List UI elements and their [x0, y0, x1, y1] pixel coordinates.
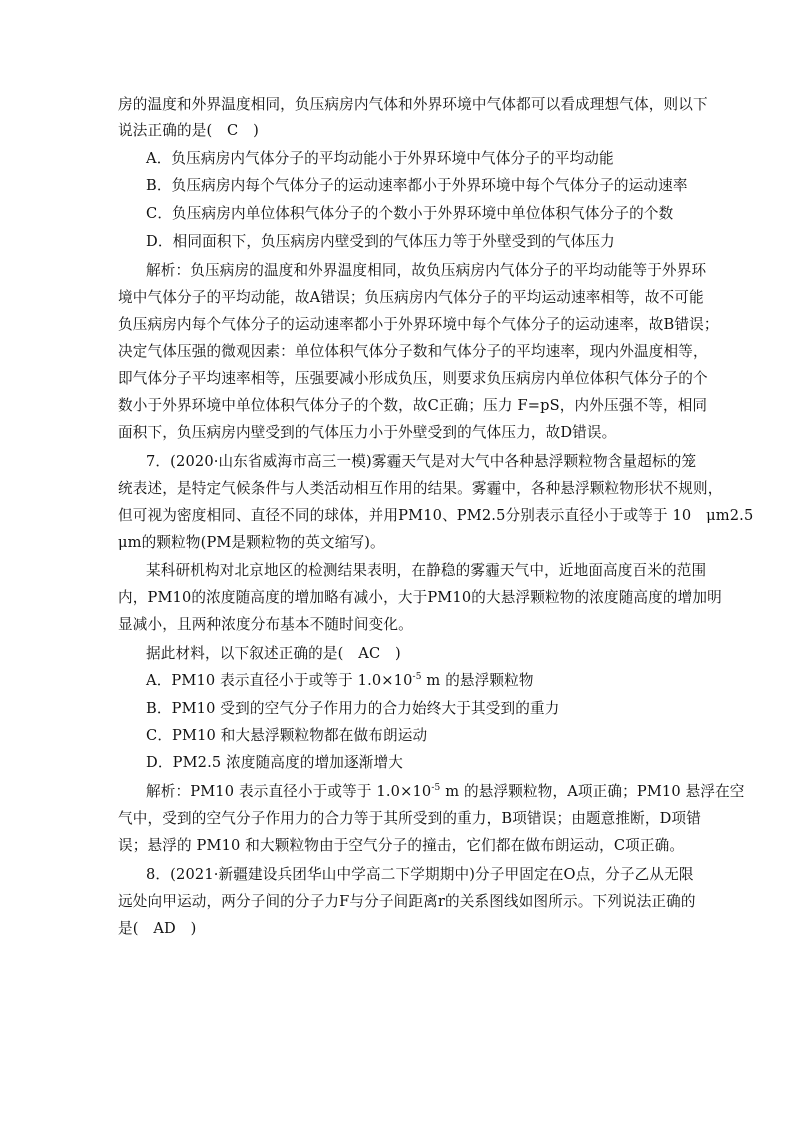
option-a-text-tail: m 的悬浮颗粒物	[421, 672, 534, 689]
text-line: 房的温度和外界温度相同，负压病房内气体和外界环境中气体都可以看成理想气体，则以下	[118, 96, 708, 113]
option-a	[146, 668, 534, 694]
option-b: B．PM10 受到的空气分子作用力的合力始终大于其受到的重力	[146, 700, 560, 717]
question-7-prompt: 据此材料，以下叙述正确的是( AC )	[146, 645, 401, 662]
analysis-line: 即气体分子平均速率相等，压强要减小形成负压，则要求负压病房内单位体积气体分子的个	[118, 370, 708, 387]
analysis-line: 面积下，负压病房内壁受到的气体压力小于外壁受到的气体压力，故D错误。	[118, 424, 617, 441]
option-c: C．PM10 和大悬浮颗粒物都在做布朗运动	[146, 727, 428, 744]
analysis-text: 解析：PM10 表示直径小于或等于 1.0×10	[146, 783, 432, 800]
analysis-line: 决定气体压强的微观因素：单位体积气体分子数和气体分子的平均速率，现内外温度相等，	[118, 343, 708, 360]
question-7-line: 统表述，是特定气候条件与人类活动相互作用的结果。雾霾中，各种悬浮颗粒物形状不规则，	[118, 480, 723, 497]
option-a: A．负压病房内气体分子的平均动能小于外界环境中气体分子的平均动能	[146, 150, 614, 167]
question-7-line: 但可视为密度相同、直径不同的球体，并用PM10、PM2.5分别表示直径小于或等于 10 μm2.5	[118, 507, 754, 524]
question-7-line: μm的颗粒物(PM是颗粒物的英文缩写)。	[118, 534, 385, 551]
option-b: B．负压病房内每个气体分子的运动速率都小于外界环境中每个气体分子的运动速率	[146, 177, 688, 194]
question-8-line: 是( AD )	[118, 920, 197, 937]
analysis-line: 数小于外界环境中单位体积气体分子的个数，故C正确；压力 F=pS，内外压强不等，相同	[118, 397, 708, 414]
question-7-line: 内，PM10的浓度随高度的增加略有减小，大于PM10的大悬浮颗粒物的浓度随高度的增加明	[118, 589, 722, 606]
question-8-line: 远处向甲运动，两分子间的分子力F与分子间距离r的关系图线如图所示。下列说法正确的	[118, 893, 696, 910]
analysis-line: 气中，受到的空气分子作用力的合力等于其所受到的重力，B项错误；由题意推断，D项错	[118, 810, 701, 827]
option-c: C．负压病房内单位体积气体分子的个数小于外界环境中单位体积气体分子的个数	[146, 205, 674, 222]
analysis-line: 境中气体分子的平均动能，故A错误；负压病房内气体分子的平均运动速率相等，故不可能	[118, 289, 704, 306]
analysis-line	[146, 779, 745, 805]
question-7-line: 显减小，且两种浓度分布基本不随时间变化。	[118, 616, 413, 633]
analysis-text-tail: m 的悬浮颗粒物，A项正确；PM10 悬浮在空	[440, 783, 745, 800]
option-d: D．相同面积下，负压病房内壁受到的气体压力等于外壁受到的气体压力	[146, 233, 615, 250]
analysis-line: 负压病房内每个气体分子的运动速率都小于外界环境中每个气体分子的运动速率，故B错误；	[118, 316, 719, 333]
question-7-line: 某科研机构对北京地区的检测结果表明，在静稳的雾霾天气中，近地面高度百米的范围	[146, 562, 707, 579]
exponent: -5	[431, 783, 441, 793]
exponent: -5	[412, 672, 422, 682]
option-d: D．PM2.5 浓度随高度的增加逐渐增大	[146, 754, 404, 771]
question-7-line: 7．(2020·山东省威海市高三一模)雾霾天气是对大气中各种悬浮颗粒物含量超标的笼	[146, 453, 697, 470]
option-a-text: A．PM10 表示直径小于或等于 1.0×10	[146, 672, 413, 689]
analysis-line: 误；悬浮的 PM10 和大颗粒物由于空气分子的撞击，它们都在做布朗运动，C项正确。	[118, 837, 685, 854]
analysis-line: 解析：负压病房的温度和外界温度相同，故负压病房内气体分子的平均动能等于外界环	[146, 262, 707, 279]
text-line: 说法正确的是( C )	[118, 122, 259, 139]
question-8-line: 8．(2021·新疆建设兵团华山中学高二下学期期中)分子甲固定在O点，分子乙从无限	[146, 866, 694, 883]
